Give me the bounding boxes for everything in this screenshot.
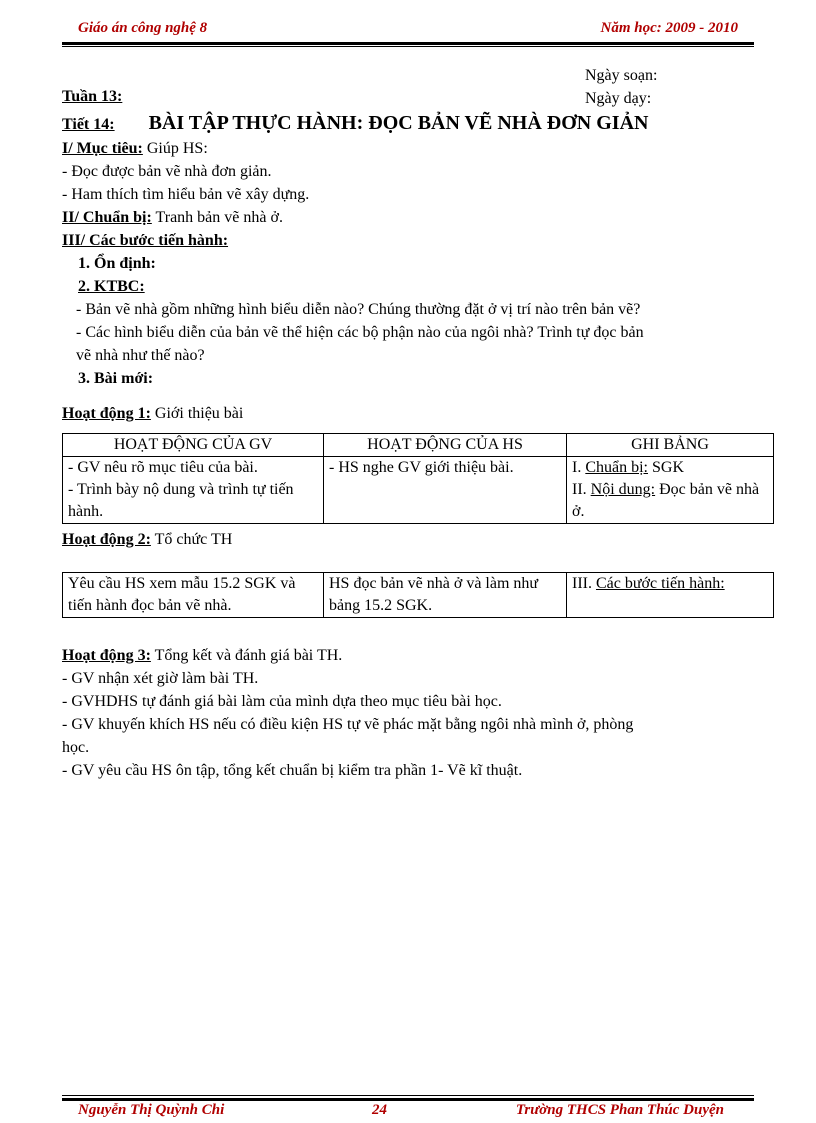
question-2b: vẽ nhà như thế nào?: [76, 347, 205, 364]
activity1-text: Giới thiệu bài: [150, 405, 244, 422]
week-label: Tuần 13:: [62, 88, 123, 105]
column-header-gv: HOẠT ĐỘNG CỦA GV: [63, 434, 324, 457]
header-subject: Giáo án công nghệ 8: [78, 20, 208, 36]
board-steps-label: Các bước tiến hành:: [595, 575, 725, 592]
activity2-hs-cell: HS đọc bản vẽ nhà ở và làm như bảng 15.2 SGK.: [324, 573, 567, 618]
activity2-table: [62, 572, 774, 618]
footer-rule-thin: [62, 1095, 754, 1096]
activity2-board-cell: III. Các bước tiến hành:: [567, 573, 774, 618]
footer-rule: [62, 1098, 754, 1101]
activity3-block: [62, 644, 752, 782]
objectives-heading: I/ Mục tiêu:: [62, 140, 143, 157]
gv-item: - GV nêu rõ mục tiêu của bài.: [68, 459, 258, 476]
lesson-body: [62, 137, 752, 425]
date-taught: Ngày dạy:: [585, 90, 652, 107]
date-prepared: Ngày soạn:: [585, 67, 658, 84]
board-content-label: Nội dung:: [590, 481, 656, 498]
footer-author: Nguyễn Thị Quỳnh Chi: [78, 1102, 225, 1118]
activity2-heading-row: [62, 528, 752, 551]
step-2: 2. KTBC:: [78, 278, 145, 295]
activity2-text: Tổ chức TH: [150, 531, 233, 548]
activity3-item: - GVHDHS tự đánh giá bài làm của mình dựa theo mục tiêu bài học.: [62, 693, 502, 710]
header-school-year: Năm học: 2009 - 2010: [600, 20, 738, 36]
steps-heading: III/ Các bước tiến hành:: [62, 232, 229, 249]
column-header-hs: HOẠT ĐỘNG CỦA HS: [324, 434, 567, 457]
step-1: 1. Ổn định:: [78, 255, 156, 272]
board-prep-label: Chuẩn bị:: [585, 459, 648, 476]
column-header-board: GHI BẢNG: [567, 434, 774, 457]
activity3-item: học.: [62, 739, 90, 756]
activity2-heading: Hoạt động 2:: [62, 531, 151, 548]
activity1-table: [62, 433, 774, 524]
activity1-hs-cell: - HS nghe GV giới thiệu bài.: [324, 457, 567, 524]
period-label: Tiết 14:: [62, 116, 115, 133]
activity3-text: Tổng kết và đánh giá bài TH.: [150, 647, 343, 664]
activity2-gv-cell: Yêu cầu HS xem mẫu 15.2 SGK và tiến hành đọc bản vẽ nhà.: [63, 573, 324, 618]
date-block: [585, 64, 657, 110]
prep-heading: II/ Chuẩn bị:: [62, 209, 152, 226]
activity1-board-cell: I. Chuẩn bị: SGK II. Nội dung: Đọc bản vẽ nhà ở.: [567, 457, 774, 524]
objectives-intro: Giúp HS:: [142, 140, 208, 157]
question-2a: - Các hình biểu diễn của bản vẽ thể hiện các bộ phận nào của ngôi nhà? Trình tự đọc bản: [76, 324, 644, 341]
activity3-item: - GV yêu cầu HS ôn tập, tổng kết chuẩn bị kiểm tra phần 1- Vẽ kĩ thuật.: [62, 762, 523, 779]
prep-text: Tranh bản vẽ nhà ở.: [151, 209, 283, 226]
activity3-heading: Hoạt động 3:: [62, 647, 151, 664]
activity1-heading: Hoạt động 1:: [62, 405, 151, 422]
footer-school: Trường THCS Phan Thúc Duyện: [515, 1102, 724, 1118]
title-row: [62, 112, 762, 135]
step-3: 3. Bài mới:: [78, 370, 154, 387]
activity1-gv-cell: [63, 457, 324, 524]
header-rule-thin: [62, 46, 754, 47]
activity3-item: - GV khuyến khích HS nếu có điều kiện HS tự vẽ phác mặt bằng ngôi nhà mình ở, phòng: [62, 716, 634, 733]
gv-item: - Trình bày nộ dung và trình tự tiến hành.: [68, 481, 294, 520]
lesson-title: BÀI TẬP THỰC HÀNH: ĐỌC BẢN VẼ NHÀ ĐƠN GIẢN: [148, 112, 649, 134]
header-rule: [62, 42, 754, 45]
objective-item: - Ham thích tìm hiểu bản vẽ xây dựng.: [62, 186, 310, 203]
question-1: - Bản vẽ nhà gồm những hình biểu diễn nào? Chúng thường đặt ở vị trí nào trên bản vẽ?: [76, 301, 641, 318]
objective-item: - Đọc được bản vẽ nhà đơn giản.: [62, 163, 272, 180]
activity3-item: - GV nhận xét giờ làm bài TH.: [62, 670, 259, 687]
page-number: 24: [372, 1102, 387, 1118]
